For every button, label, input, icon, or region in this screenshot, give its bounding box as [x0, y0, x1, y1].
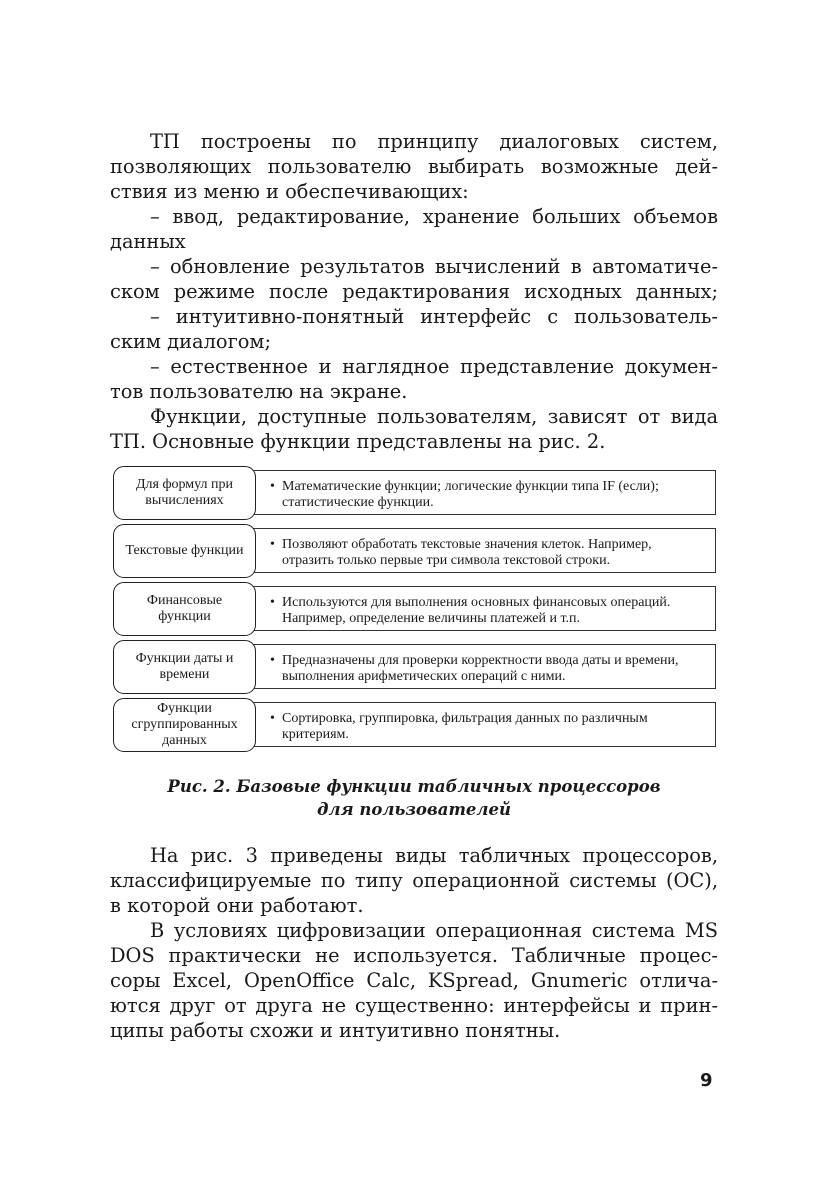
page-number: 9 — [700, 1070, 713, 1091]
text-line: ципы работы схожи и интуитивно понятны. — [110, 1019, 561, 1042]
text-line: На рис. 3 приведены виды табличных процессоров, — [150, 844, 718, 867]
text-line: ском режиме после редактирования исходных данных; — [110, 280, 718, 303]
diagram-label: Финансовые функции — [146, 593, 223, 624]
functions-diagram — [113, 466, 718, 756]
text-line: ским диалогом; — [110, 330, 272, 353]
text-line: – ввод, редактирование, хранение больших объемов — [150, 205, 718, 228]
diagram-row — [113, 524, 718, 578]
diagram-label-box — [113, 640, 256, 694]
diagram-label: Функции даты и времени — [135, 651, 234, 682]
text-line: тов пользователю на экране. — [110, 380, 408, 403]
diagram-description: • Позволяют обработать текстовые значения клеток. Например, отразить только первые три символа текстовой строки. — [272, 537, 705, 569]
text-line: DOS практически не используется. Табличные процес- — [110, 944, 718, 967]
diagram-label-box — [113, 698, 256, 752]
diagram-description-box — [253, 644, 716, 689]
text-line: соры Excel, OpenOffice Calc, KSpread, Gnumeric отлича- — [110, 969, 718, 992]
figure-caption: для пользователей — [317, 800, 511, 819]
diagram-label-box — [113, 582, 256, 636]
text-line: Функции, доступные пользователям, зависят от вида — [150, 405, 718, 428]
text-line: ТП. Основные функции представлены на рис. 2. — [110, 430, 606, 453]
diagram-description: • Сортировка, группировка, фильтрация данных по различным критериям. — [272, 711, 705, 743]
text-line: ТП построены по принципу диалоговых систем, — [150, 130, 718, 153]
text-line: – обновление результатов вычислений в автоматиче- — [150, 255, 718, 278]
diagram-label: Текстовые функции — [125, 543, 244, 558]
diagram-description-box — [253, 470, 716, 515]
diagram-label-box — [113, 524, 256, 578]
diagram-label-box — [113, 466, 256, 520]
diagram-description: • Предназначены для проверки корректности ввода даты и времени, выполнения арифметических операций с ними. — [272, 653, 705, 685]
diagram-description: • Используются для выполнения основных финансовых операций. Например, определение величины платежей и т.п. — [272, 595, 705, 627]
diagram-description-box — [253, 702, 716, 747]
figure-caption: Рис. 2. Базовые функции табличных процессоров — [167, 777, 661, 796]
diagram-label: Для формул при вычислениях — [135, 477, 234, 508]
diagram-row — [113, 582, 718, 636]
diagram-description: • Математические функции; логические функции типа IF (если); статистические функции. — [272, 479, 705, 511]
text-line: в которой они работают. — [110, 894, 364, 917]
text-line: ствия из меню и обеспечивающих: — [110, 180, 469, 203]
text-line: позволяющих пользователю выбирать возможные дей- — [110, 155, 718, 178]
text-line: классифицируемые по типу операционной системы (ОС), — [110, 869, 718, 892]
text-line: – интуитивно-понятный интерфейс с пользователь- — [150, 305, 718, 328]
diagram-row — [113, 466, 718, 520]
text-line: ются друг от друга не существенно: интерфейсы и прин- — [110, 994, 718, 1017]
diagram-row — [113, 698, 718, 752]
diagram-description-box — [253, 586, 716, 631]
text-line: данных — [110, 230, 186, 253]
text-line: – естественное и наглядное представление докумен- — [150, 355, 718, 378]
text-line: В условиях цифровизации операционная система MS — [150, 919, 718, 942]
diagram-row — [113, 640, 718, 694]
diagram-description-box — [253, 528, 716, 573]
diagram-label: Функции сгруппированных данных — [131, 701, 238, 748]
